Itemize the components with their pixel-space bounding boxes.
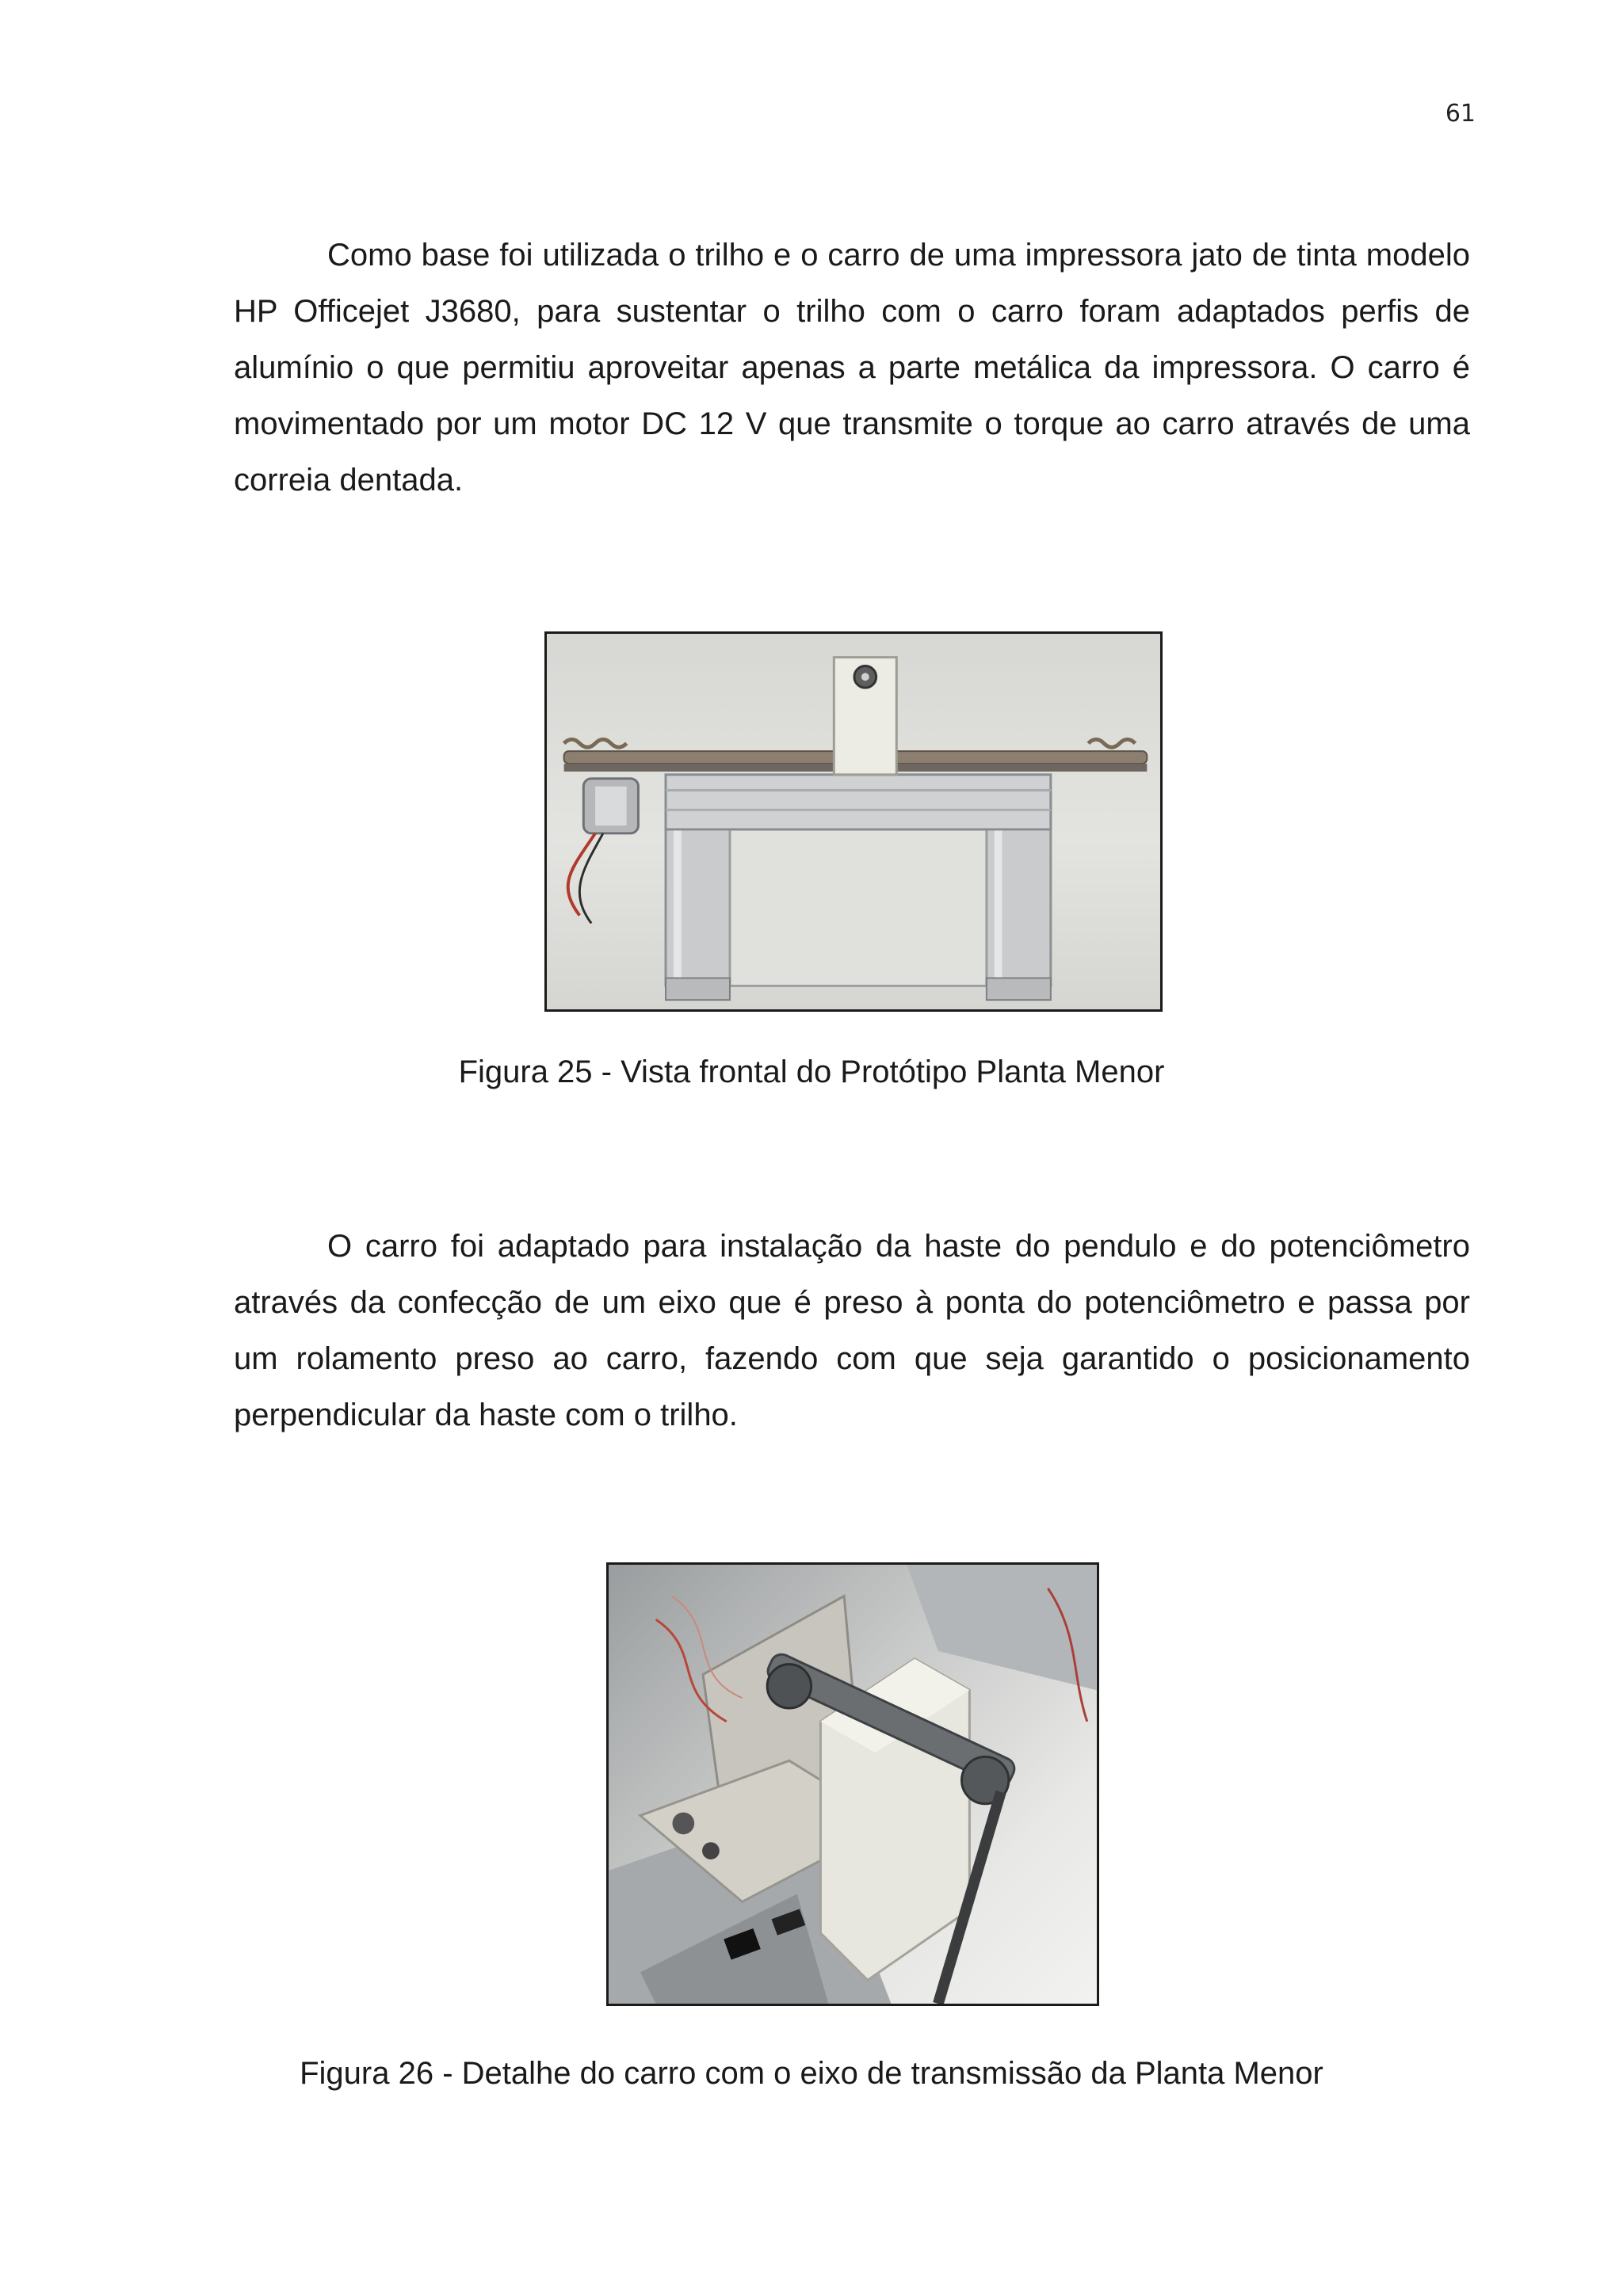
figure-26-photo	[606, 1562, 1099, 2006]
carriage-shaft-detail-illustration	[609, 1565, 1097, 2004]
body-paragraph-1: Como base foi utilizada o trilho e o carro de uma impressora jato de tinta modelo HP Officejet J3680, para sustentar o trilho com o carro foram adaptados perfis de alumínio o que permitiu aproveitar apenas a parte metálica da impressora. O carro é movimentado por um motor DC 12 V que transmite o torque ao carro através de uma correia dentada.	[234, 238, 1470, 498]
figure-26-caption: Figura 26 - Detalhe do carro com o eixo de transmissão da Planta Menor	[300, 2056, 1323, 2091]
body-paragraph-2: O carro foi adaptado para instalação da haste do pendulo e do potenciômetro através da confecção de um eixo que é preso à ponta do potenciômetro e passa por um rolamento preso ao carro, fazendo com que seja garantido o posicionamento perpendicular da haste com o trilho.	[234, 1229, 1470, 1432]
prototype-front-view-illustration	[547, 634, 1160, 1009]
figure-25-photo	[544, 631, 1163, 1012]
page-number: 61	[1445, 100, 1476, 128]
figure-25-caption: Figura 25 - Vista frontal do Protótipo Planta Menor	[458, 1055, 1165, 1089]
